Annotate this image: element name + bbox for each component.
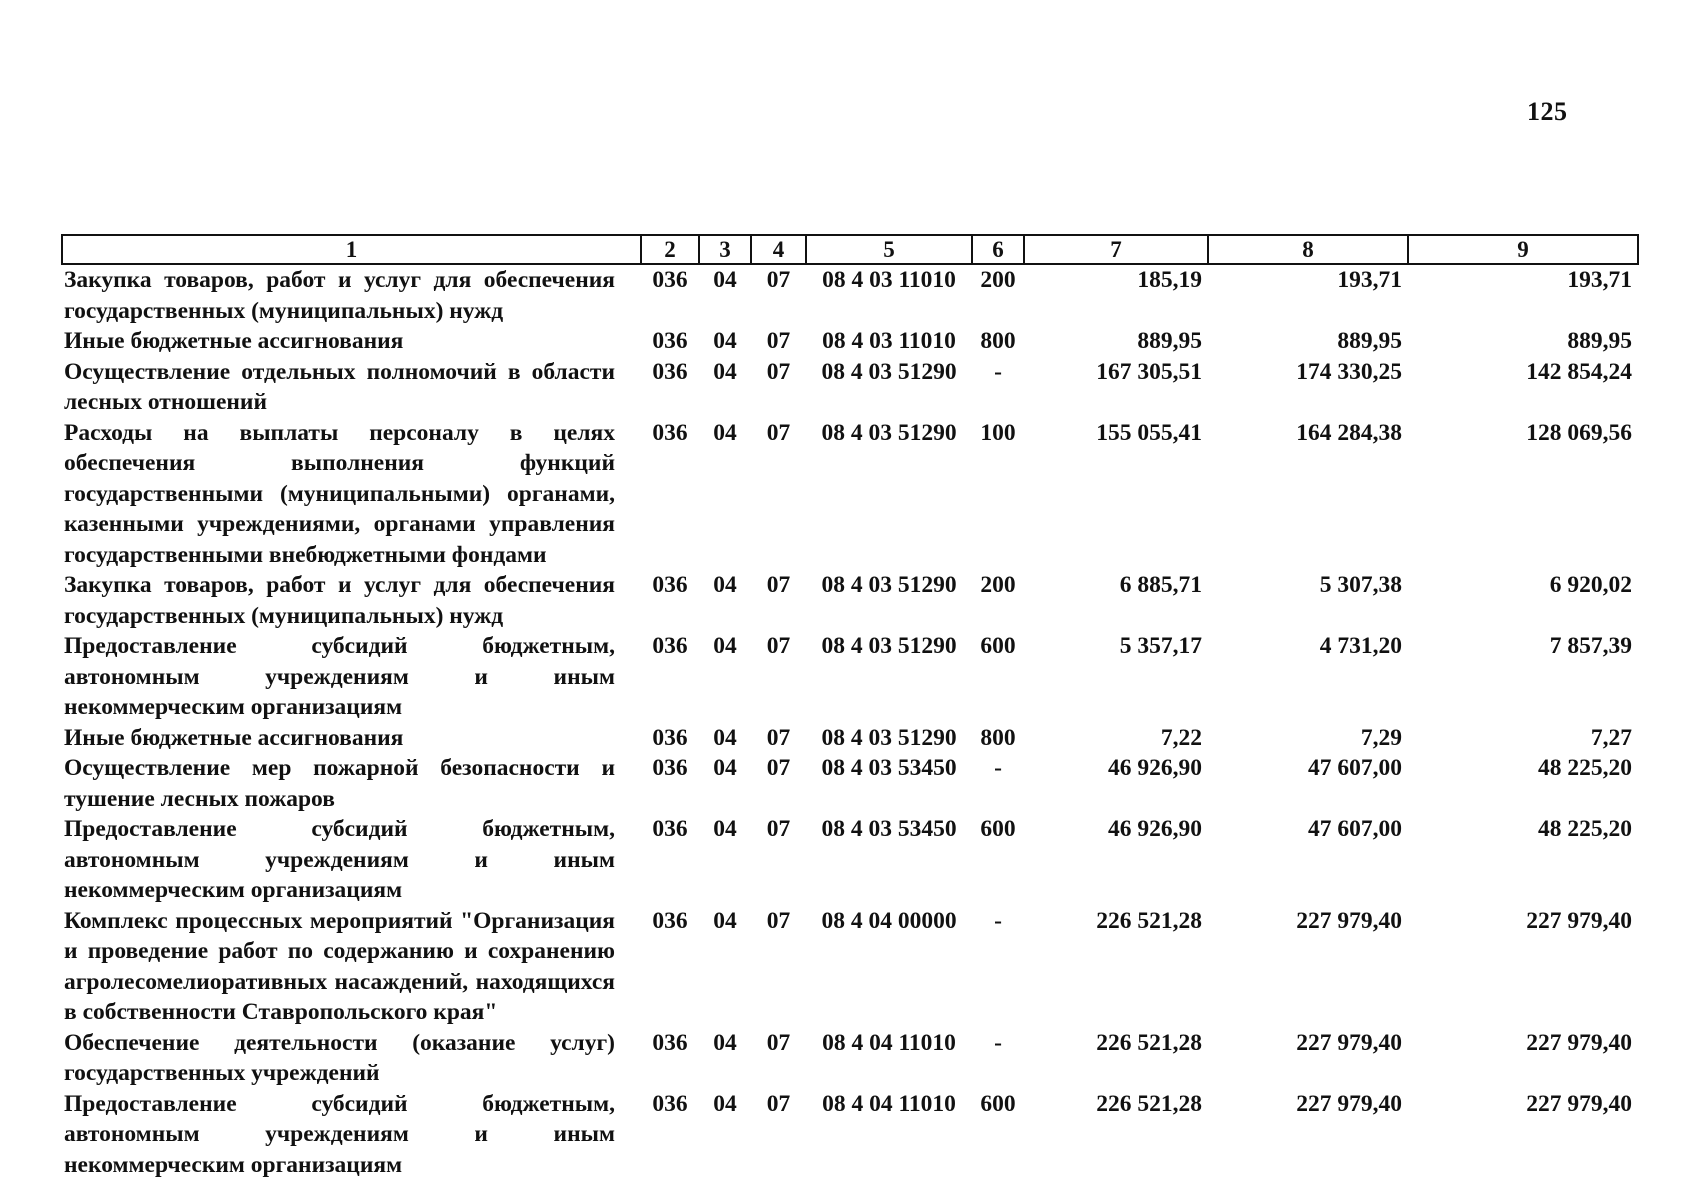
- amount-col-9: 7,27: [1590, 724, 1632, 751]
- amount-col-7: 226 521,28: [1096, 1029, 1202, 1056]
- target-article-code: 08 4 03 51290: [821, 358, 957, 385]
- section-code: 04: [713, 358, 737, 385]
- amount-col-8: 227 979,40: [1296, 1029, 1402, 1056]
- row-name: Комплекс процессных мероприятий "Организация и проведение работ по содержанию и сохранению агролесомелиоративных насаждений, находящихся в собственности Ставропольского края": [64, 907, 615, 1025]
- section-code: 04: [713, 633, 737, 659]
- amount-col-9: 227 979,40: [1526, 907, 1632, 934]
- table-row: [62, 723, 1638, 754]
- table-row: [62, 264, 1638, 326]
- expense-type-code: -: [994, 907, 1002, 934]
- section-code: 04: [713, 816, 737, 842]
- amount-col-7: 46 926,90: [1108, 816, 1202, 842]
- expense-type-code: 600: [980, 816, 1016, 842]
- section-code: 04: [713, 755, 737, 781]
- table-row: [62, 906, 1638, 1028]
- ministry-code: 036: [652, 816, 688, 842]
- row-name: Обеспечение деятельности (оказание услуг) государственных учреждений: [64, 1029, 615, 1086]
- row-name: Осуществление мер пожарной безопасности и тушение лесных пожаров: [64, 755, 615, 812]
- amount-col-8: 7,29: [1360, 724, 1402, 751]
- amount-col-9: 227 979,40: [1526, 1029, 1632, 1056]
- target-article-code: 08 4 03 51290: [821, 724, 957, 751]
- expense-type-code: 200: [980, 267, 1016, 293]
- header-col-9: 9: [1408, 235, 1638, 264]
- expense-type-code: -: [994, 1029, 1002, 1056]
- table-row: [62, 326, 1638, 357]
- amount-col-9: 227 979,40: [1526, 1090, 1632, 1117]
- table-row: [62, 357, 1638, 418]
- expense-type-code: 800: [980, 328, 1016, 354]
- table-row: [62, 753, 1638, 814]
- table-body: [62, 264, 1638, 1180]
- ministry-code: 036: [652, 907, 688, 934]
- amount-col-7: 185,19: [1137, 267, 1202, 293]
- amount-col-9: 128 069,56: [1526, 419, 1632, 446]
- amount-col-7: 889,95: [1137, 328, 1202, 354]
- target-article-code: 08 4 03 51290: [821, 419, 957, 446]
- header-col-3: 3: [699, 235, 751, 264]
- amount-col-7: 5 357,17: [1119, 633, 1202, 659]
- amount-col-8: 227 979,40: [1296, 1090, 1402, 1117]
- row-name: Предоставление субсидий бюджетным, автономным учреждениям и иным некоммерческим организациям: [64, 1090, 615, 1178]
- row-name: Закупка товаров, работ и услуг для обеспечения государственных (муниципальных) нужд: [64, 267, 615, 324]
- amount-col-7: 226 521,28: [1096, 907, 1202, 934]
- ministry-code: 036: [652, 267, 688, 293]
- ministry-code: 036: [652, 1090, 688, 1117]
- row-name: Закупка товаров, работ и услуг для обеспечения государственных (муниципальных) нужд: [64, 572, 615, 629]
- amount-col-9: 6 920,02: [1549, 572, 1632, 598]
- expense-type-code: 100: [980, 419, 1016, 446]
- target-article-code: 08 4 03 53450: [821, 816, 957, 842]
- expense-type-code: 800: [980, 724, 1016, 751]
- amount-col-8: 227 979,40: [1296, 907, 1402, 934]
- section-code: 04: [713, 1029, 737, 1056]
- amount-col-8: 174 330,25: [1296, 358, 1402, 385]
- subsection-code: 07: [766, 1029, 791, 1056]
- table-row: [62, 570, 1638, 631]
- amount-col-8: 889,95: [1337, 328, 1402, 354]
- target-article-code: 08 4 03 51290: [821, 633, 957, 659]
- ministry-code: 036: [652, 572, 688, 598]
- header-col-5: 5: [806, 235, 972, 264]
- ministry-code: 036: [652, 633, 688, 659]
- amount-col-7: 167 305,51: [1096, 358, 1202, 385]
- header-col-7: 7: [1024, 235, 1208, 264]
- subsection-code: 07: [766, 1090, 791, 1117]
- amount-col-8: 5 307,38: [1319, 572, 1402, 598]
- header-col-4: 4: [751, 235, 806, 264]
- amount-col-9: 7 857,39: [1549, 633, 1632, 659]
- table-header: [62, 235, 1638, 264]
- table-row: [62, 418, 1638, 571]
- amount-col-9: 889,95: [1567, 328, 1632, 354]
- section-code: 04: [713, 572, 737, 598]
- amount-col-8: 47 607,00: [1308, 816, 1402, 842]
- amount-col-9: 48 225,20: [1538, 816, 1632, 842]
- ministry-code: 036: [652, 328, 688, 354]
- row-name: Предоставление субсидий бюджетным, автономным учреждениям и иным некоммерческим организациям: [64, 633, 615, 720]
- header-col-6: 6: [972, 235, 1024, 264]
- amount-col-8: 4 731,20: [1319, 633, 1402, 659]
- expense-type-code: 600: [980, 1090, 1016, 1117]
- amount-col-8: 193,71: [1337, 267, 1402, 293]
- subsection-code: 07: [766, 755, 791, 781]
- target-article-code: 08 4 03 11010: [822, 267, 956, 293]
- ministry-code: 036: [652, 419, 688, 446]
- section-code: 04: [713, 267, 737, 293]
- subsection-code: 07: [766, 419, 791, 446]
- header-col-1: 1: [62, 235, 641, 264]
- expense-type-code: -: [994, 755, 1002, 781]
- target-article-code: 08 4 04 11010: [822, 1090, 956, 1117]
- target-article-code: 08 4 03 51290: [821, 572, 957, 598]
- target-article-code: 08 4 03 11010: [822, 328, 956, 354]
- subsection-code: 07: [766, 267, 791, 293]
- subsection-code: 07: [766, 816, 791, 842]
- amount-col-7: 226 521,28: [1096, 1090, 1202, 1117]
- budget-table: [61, 234, 1639, 1180]
- target-article-code: 08 4 03 53450: [821, 755, 957, 781]
- ministry-code: 036: [652, 724, 688, 751]
- amount-col-7: 6 885,71: [1119, 572, 1202, 598]
- amount-col-7: 46 926,90: [1108, 755, 1202, 781]
- subsection-code: 07: [766, 907, 791, 934]
- subsection-code: 07: [766, 633, 791, 659]
- ministry-code: 036: [652, 755, 688, 781]
- table-row: [62, 631, 1638, 723]
- amount-col-8: 164 284,38: [1296, 419, 1402, 446]
- expense-type-code: 600: [980, 633, 1016, 659]
- ministry-code: 036: [652, 1029, 688, 1056]
- amount-col-9: 142 854,24: [1526, 358, 1632, 385]
- page-number: 125: [1527, 97, 1568, 126]
- subsection-code: 07: [766, 572, 791, 598]
- section-code: 04: [713, 328, 737, 354]
- subsection-code: 07: [766, 328, 791, 354]
- header-row: [62, 235, 1638, 264]
- amount-col-9: 193,71: [1567, 267, 1632, 293]
- row-name: Иные бюджетные ассигнования: [64, 328, 404, 354]
- section-code: 04: [713, 1090, 737, 1117]
- section-code: 04: [713, 724, 737, 751]
- table-row: [62, 814, 1638, 906]
- amount-col-8: 47 607,00: [1308, 755, 1402, 781]
- expense-type-code: -: [994, 358, 1002, 385]
- row-name: Расходы на выплаты персоналу в целях обеспечения выполнения функций государственными (муниципальными) органами, казенными учреждениями, органами управления государственными внебюджетными фондами: [64, 419, 615, 568]
- section-code: 04: [713, 907, 737, 934]
- target-article-code: 08 4 04 11010: [822, 1029, 956, 1056]
- amount-col-7: 155 055,41: [1096, 419, 1202, 446]
- row-name: Предоставление субсидий бюджетным, автономным учреждениям и иным некоммерческим организациям: [64, 816, 615, 903]
- subsection-code: 07: [766, 358, 791, 385]
- row-name: Иные бюджетные ассигнования: [64, 724, 404, 751]
- table-row: [62, 1089, 1638, 1181]
- expense-type-code: 200: [980, 572, 1016, 598]
- row-name: Осуществление отдельных полномочий в области лесных отношений: [64, 358, 615, 415]
- header-col-8: 8: [1208, 235, 1408, 264]
- target-article-code: 08 4 04 00000: [821, 907, 957, 934]
- section-code: 04: [713, 419, 737, 446]
- table-row: [62, 1028, 1638, 1089]
- subsection-code: 07: [766, 724, 791, 751]
- amount-col-9: 48 225,20: [1538, 755, 1632, 781]
- ministry-code: 036: [652, 358, 688, 385]
- amount-col-7: 7,22: [1160, 724, 1202, 751]
- header-col-2: 2: [641, 235, 699, 264]
